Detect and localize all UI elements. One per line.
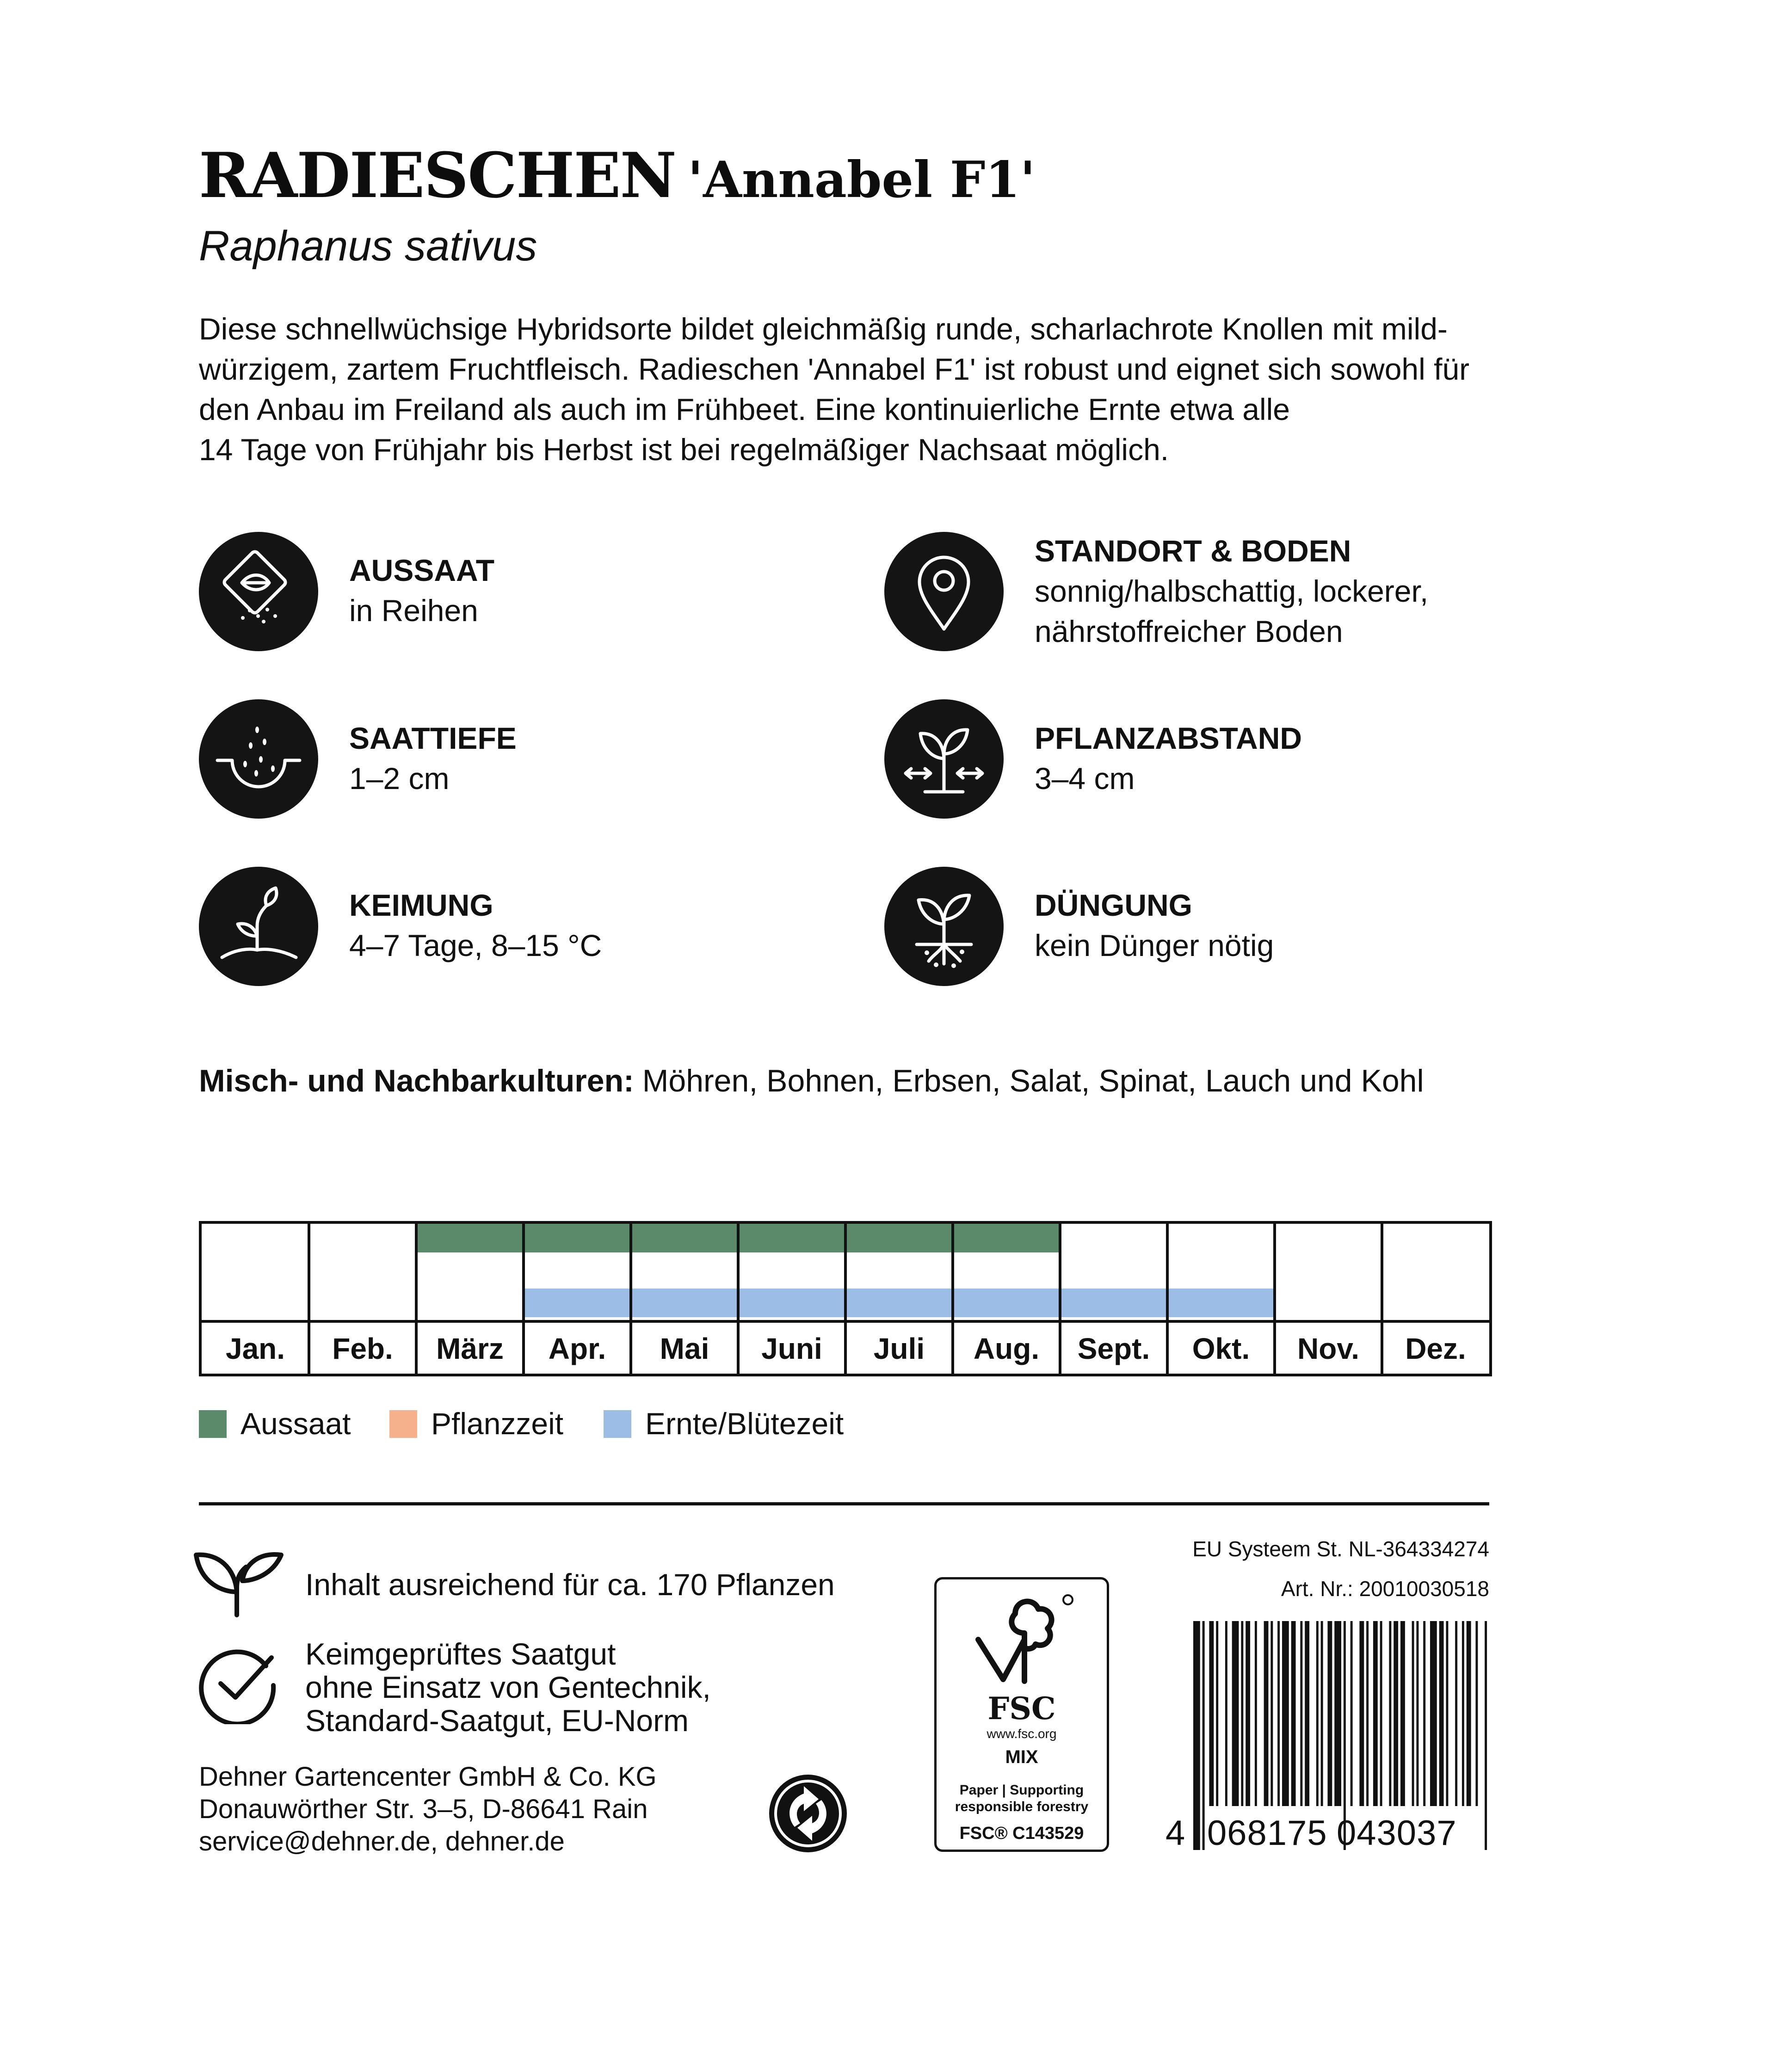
barcode-bar [1321,1621,1323,1806]
info-aussaat [349,550,494,631]
barcode-bar [1241,1621,1243,1806]
title-main: RADIESCHEN [199,139,676,212]
info-heading: DÜNGUNG [1035,888,1192,922]
legend-label: Ernte/Blütezeit [645,1406,844,1441]
month-label: Aug. [953,1320,1060,1376]
barcode-bar [1202,1621,1205,1850]
barcode-bar [1305,1621,1309,1806]
month-label: Juni [738,1320,845,1376]
calendar-month [416,1224,524,1374]
companion-value: Möhren, Bohnen, Erbsen, Salat, Spinat, Lauch und Kohl [642,1063,1424,1098]
info-value: kein Dünger nötig [1035,928,1274,962]
legend-swatch [604,1410,631,1438]
calendar-month [1382,1224,1489,1374]
content-note: Inhalt ausreichend für ca. 170 Pflanzen [305,1567,835,1602]
sprout-icon [199,867,318,986]
legend-ernte [604,1406,844,1441]
info-heading: KEIMUNG [349,888,493,922]
barcode-bar [1400,1621,1405,1806]
calendar-divider [844,1224,847,1374]
info-standort [1035,531,1428,652]
barcode-bar [1455,1621,1457,1806]
fsc-paper-line: Paper | Supporting [959,1782,1084,1798]
product-title [199,139,1036,212]
barcode-bar [1277,1621,1280,1806]
recycle-green-dot-icon [767,1772,849,1855]
info-heading: SAATTIEFE [349,721,517,755]
sowing-bar [631,1224,738,1252]
sowing-depth-icon [199,699,318,819]
fertilizer-plant-icon [884,867,1004,986]
month-label: Dez. [1382,1320,1489,1376]
calendar-month [1060,1224,1167,1374]
harvest-bar [631,1289,738,1317]
fsc-url: www.fsc.org [987,1727,1057,1741]
description-line: den Anbau im Freiland als auch im Frühbeet. Eine kontinuierliche Ernte etwa alle [199,392,1290,426]
barcode-bar [1412,1621,1414,1806]
harvest-bar [738,1289,845,1317]
harvest-bar [524,1289,631,1317]
barcode-bar [1316,1621,1319,1806]
month-label: Feb. [309,1320,416,1376]
seed-packet-icon [199,532,318,651]
barcode-bar [1439,1621,1444,1806]
description-line: würzigem, zartem Fruchtfleisch. Radieschen 'Annabel F1' ist robust und eignet sich sowohl für [199,352,1470,386]
ean-group-2: 043037 [1337,1813,1457,1853]
sowing-bar [845,1224,953,1252]
fsc-paper [937,1782,1107,1815]
calendar-divider [1273,1224,1276,1374]
barcode-bar [1389,1621,1391,1806]
barcode-bar [1467,1621,1471,1806]
barcode-bar [1475,1621,1478,1806]
month-label: Apr. [524,1320,631,1376]
companion-plants [199,1063,1424,1099]
ean-first-digit: 4 [1166,1813,1186,1853]
barcode-bar [1300,1621,1302,1806]
info-keimung [349,885,602,966]
calendar-grid [199,1221,1492,1376]
info-value: in Reihen [349,593,478,628]
barcode-bar [1423,1621,1425,1806]
description-line: 14 Tage von Frühjahr bis Herbst ist bei regelmäßiger Nachsaat möglich. [199,432,1169,467]
plant-spacing-icon [884,699,1004,819]
barcode-bar [1359,1621,1364,1806]
calendar-month [1167,1224,1275,1374]
plant-leaves-icon [191,1541,288,1620]
calendar-month [1275,1224,1382,1374]
barcode-bar [1327,1621,1332,1806]
barcode-bar [1270,1621,1273,1806]
legend-label: Aussaat [240,1406,351,1441]
month-label: Nov. [1275,1320,1382,1376]
info-saattiefe [349,718,517,799]
info-pflanzabstand [1035,718,1302,799]
fsc-mix: MIX [1005,1747,1038,1767]
barcode-bar [1485,1621,1487,1850]
calendar-month [738,1224,845,1374]
article-number: Art. Nr.: 20010030518 [1281,1577,1489,1601]
info-heading: PFLANZABSTAND [1035,721,1302,755]
harvest-bar [1060,1289,1167,1317]
calendar-divider [415,1224,418,1374]
barcode-bar [1334,1621,1341,1806]
calendar-month [202,1224,309,1374]
harvest-bar [1167,1289,1275,1317]
legend-swatch [199,1410,227,1438]
month-label: Okt. [1167,1320,1275,1376]
legend-swatch [389,1410,417,1438]
barcode-bar [1209,1621,1214,1806]
barcode-bar [1366,1621,1369,1806]
sowing-bar [524,1224,631,1252]
quality-line: Standard-Saatgut, EU-Norm [305,1703,689,1738]
barcode-bar [1446,1621,1448,1806]
address-line: Donauwörther Str. 3–5, D-86641 Rain [199,1794,648,1824]
barcode-bar [1462,1621,1464,1806]
barcode-bar [1394,1621,1398,1806]
legend-pflanzzeit [389,1406,563,1441]
info-value: 3–4 cm [1035,761,1135,796]
month-label: Jan. [202,1320,309,1376]
fsc-tree-icon [969,1589,1080,1690]
calendar-month [524,1224,631,1374]
quality-line: Keimgeprüftes Saatgut [305,1637,616,1671]
calendar-divider [737,1224,740,1374]
fsc-logo-text: FSC [987,1690,1056,1727]
barcode-bar [1282,1621,1289,1806]
quality-line: ohne Einsatz von Gentechnik, [305,1670,711,1704]
checkmark-icon [197,1641,280,1724]
barcode-bar [1193,1621,1200,1850]
sowing-calendar [199,1221,1489,1374]
month-label: Juli [845,1320,953,1376]
description [199,309,1531,470]
address-line: Dehner Gartencenter GmbH & Co. KG [199,1762,657,1792]
calendar-month [631,1224,738,1374]
info-value: 1–2 cm [349,761,450,796]
address-line: service@dehner.de, dehner.de [199,1826,565,1856]
month-label: Sept. [1060,1320,1167,1376]
calendar-divider [1166,1224,1169,1374]
barcode-bar [1232,1621,1239,1806]
info-heading: AUSSAAT [349,553,495,587]
barcode-bar [1225,1621,1227,1806]
barcode-bar [1350,1621,1353,1806]
info-duengung [1035,885,1274,966]
barcode-bar [1373,1621,1378,1806]
barcode-bar [1416,1621,1418,1806]
info-heading: STANDORT & BODEN [1035,534,1351,568]
calendar-divider [1381,1224,1383,1374]
barcode-bar [1430,1621,1437,1806]
companion-label: Misch- und Nachbarkulturen: [199,1063,634,1098]
calendar-divider [1059,1224,1061,1374]
calendar-divider [629,1224,632,1374]
legend-label: Pflanzzeit [431,1406,564,1441]
calendar-divider [522,1224,525,1374]
barcode-bar [1291,1621,1296,1806]
fsc-code: FSC® C143529 [959,1824,1084,1843]
calendar-month [309,1224,416,1374]
info-value: sonnig/halbschattig, lockerer, [1035,574,1429,608]
ean-group-1: 068175 [1207,1813,1327,1853]
latin-name: Raphanus sativus [199,222,537,270]
harvest-bar [845,1289,953,1317]
divider [199,1502,1489,1505]
description-line: Diese schnellwüchsige Hybridsorte bildet gleichmäßig runde, scharlachrote Knollen mit mild- [199,312,1448,346]
info-value: nährstoffreicher Boden [1035,614,1343,648]
harvest-bar [953,1289,1060,1317]
title-variety: 'Annabel F1' [688,151,1036,209]
month-label: Mai [631,1320,738,1376]
legend-aussaat [199,1406,351,1441]
month-label: März [416,1320,524,1376]
barcode-bar [1246,1621,1250,1806]
barcode-bar [1216,1621,1218,1806]
location-pin-icon [884,532,1004,651]
info-value: 4–7 Tage, 8–15 °C [349,928,602,962]
calendar-divider [308,1224,310,1374]
barcode-bar [1255,1621,1257,1806]
sowing-bar [416,1224,524,1252]
calendar-divider [951,1224,954,1374]
sowing-bar [738,1224,845,1252]
sowing-bar [953,1224,1060,1252]
barcode-bar [1380,1621,1382,1806]
calendar-month [845,1224,953,1374]
barcode-bar [1264,1621,1269,1806]
fsc-label [934,1577,1109,1852]
calendar-month [953,1224,1060,1374]
eu-system-number: EU Systeem St. NL-364334274 [1192,1537,1489,1561]
fsc-paper-line: responsible forestry [955,1799,1089,1814]
